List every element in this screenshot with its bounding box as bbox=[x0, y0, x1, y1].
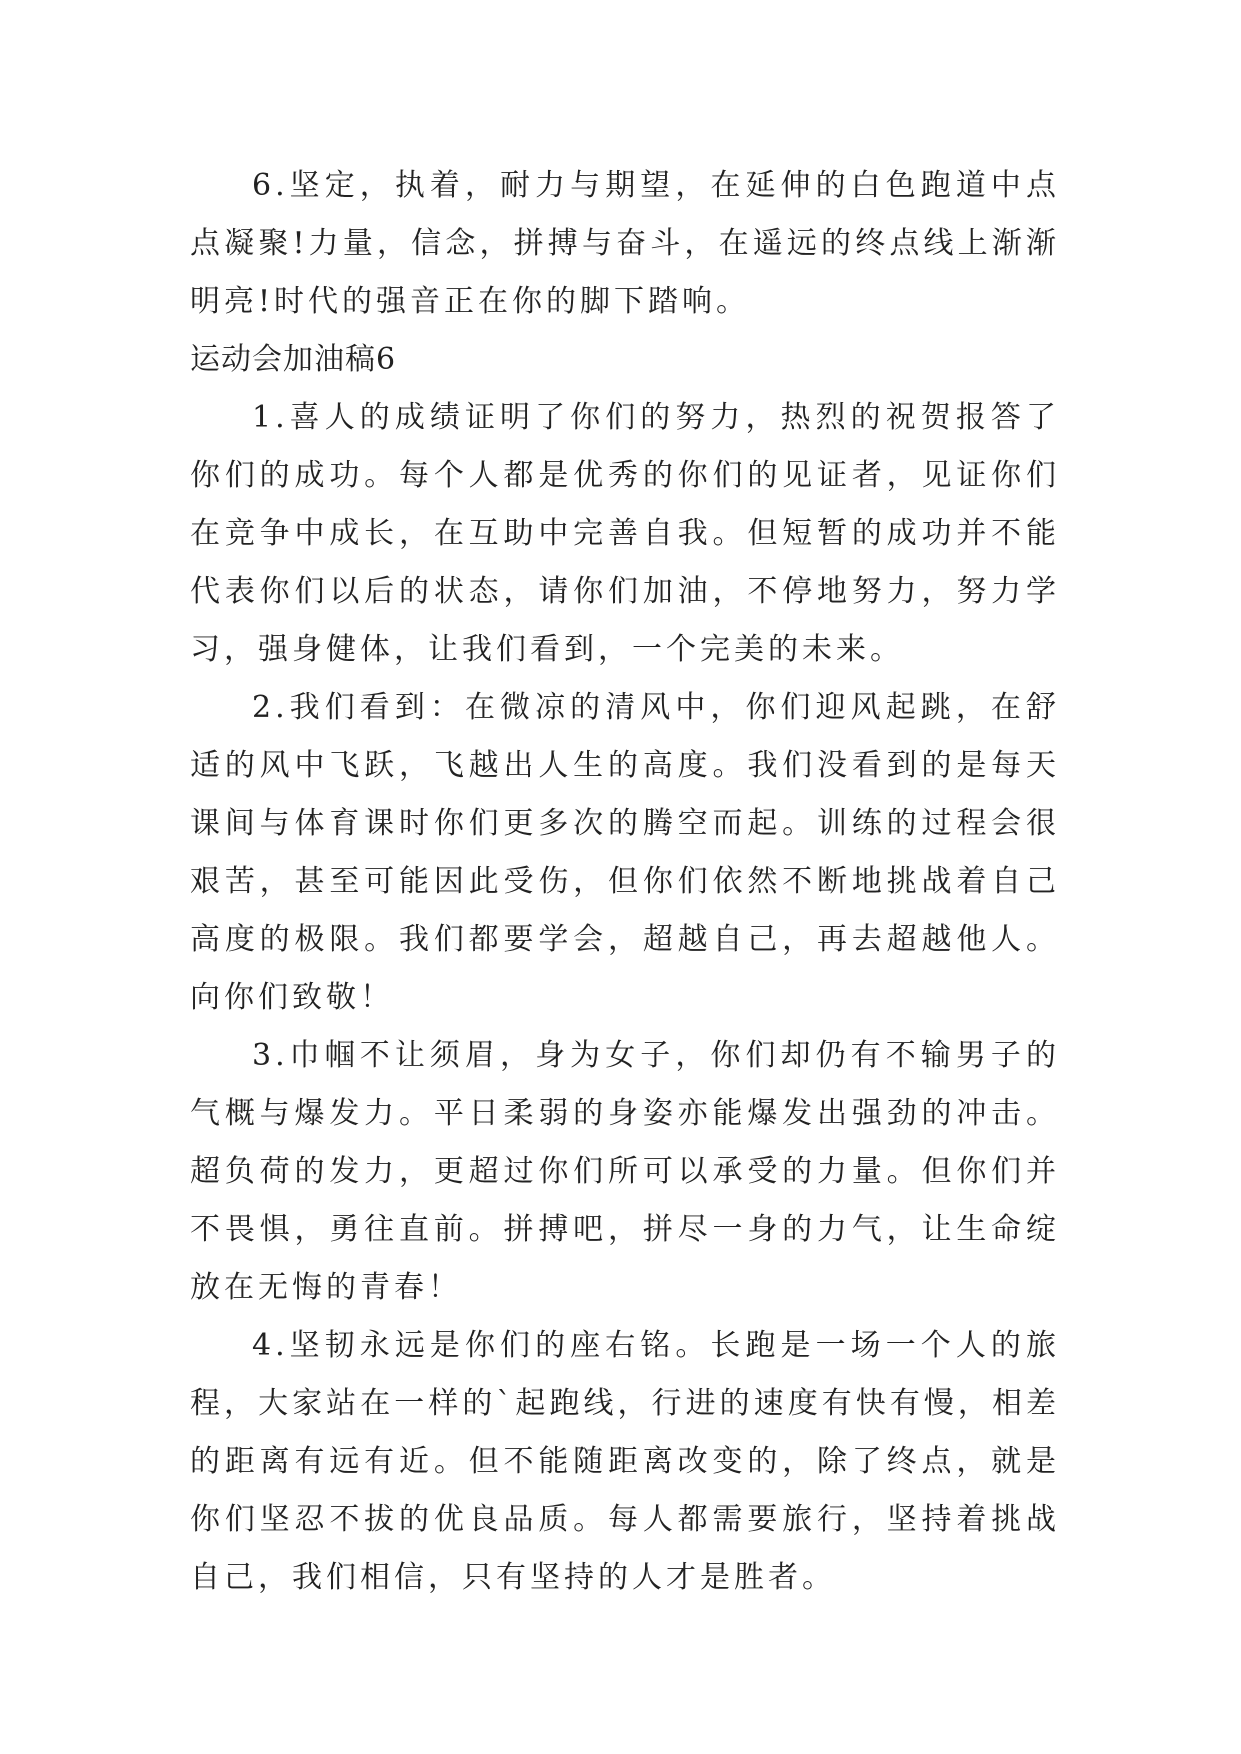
paragraph-2: 2.我们看到：在微凉的清风中，你们迎风起跳，在舒适的风中飞跃，飞越出人生的高度。我们没看到的是每天课间与体育课时你们更多次的腾空而起。训练的过程会很艰苦，甚至可能因此受伤，但你们依然不断地挑战着自己高度的极限。我们都要学会，超越自己，再去超越他人。向你们致敬！ bbox=[190, 690, 1060, 1015]
section-title: 运动会加油稿6 bbox=[190, 342, 397, 377]
document-body bbox=[190, 157, 1060, 1607]
paragraph-6: 6.坚定，执着，耐力与期望，在延伸的白色跑道中点点凝聚!力量，信念，拼搏与奋斗，在遥远的终点线上渐渐明亮!时代的强音正在你的脚下踏响。 bbox=[190, 168, 1060, 319]
paragraph-4: 4.坚韧永远是你们的座右铭。长跑是一场一个人的旅程，大家站在一样的`起跑线，行进的速度有快有慢，相差的距离有远有近。但不能随距离改变的，除了终点，就是你们坚忍不拔的优良品质。每人都需要旅行，坚持着挑战自己，我们相信，只有坚持的人才是胜者。 bbox=[190, 1328, 1060, 1595]
paragraph-1: 1.喜人的成绩证明了你们的努力，热烈的祝贺报答了你们的成功。每个人都是优秀的你们的见证者，见证你们在竞争中成长，在互助中完善自我。但短暂的成功并不能代表你们以后的状态，请你们加油，不停地努力，努力学习，强身健体，让我们看到，一个完美的未来。 bbox=[190, 400, 1060, 667]
paragraph-3: 3.巾帼不让须眉，身为女子，你们却仍有不输男子的气概与爆发力。平日柔弱的身姿亦能爆发出强劲的冲击。超负荷的发力，更超过你们所可以承受的力量。但你们并不畏惧，勇往直前。拼搏吧，拼尽一身的力气，让生命绽放在无悔的青春！ bbox=[190, 1038, 1060, 1305]
